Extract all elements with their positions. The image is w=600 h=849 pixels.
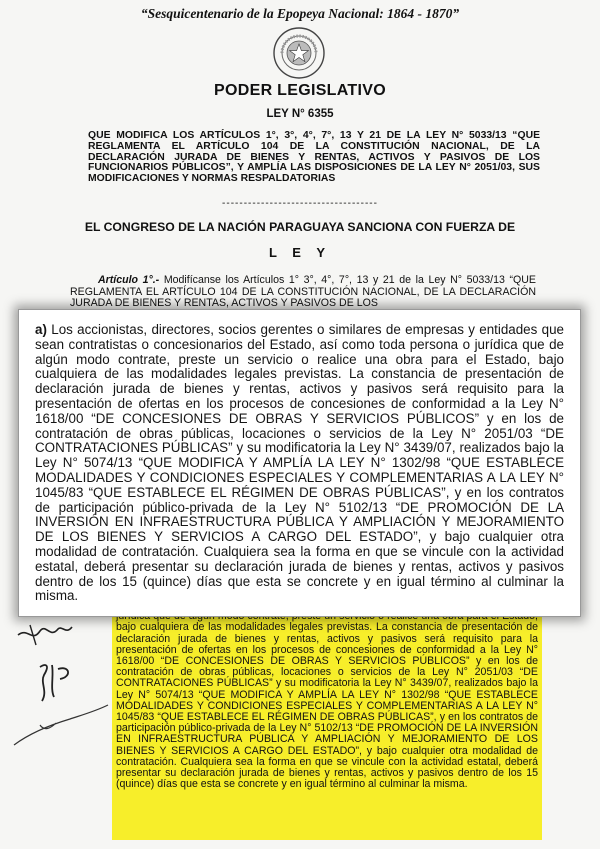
signatures-icon [10, 605, 110, 755]
separator-line: ------------------------------------ [222, 198, 378, 209]
law-subject: QUE MODIFICA LOS ARTÍCULOS 1°, 3°, 4°, 7°, 13 Y 21 DE LA LEY N° 5033/13 “QUE REGLAMENTA EL ARTÍCULO 104 DE LA CONSTITUCIÓN NACIONAL, DE LA DECLARACIÓN JURADA DE BIENES Y RENTAS, ACTIVOS Y PASIVOS DE LOS FUNCIONARIOS PÚBLICOS”, Y AMPLÍA LAS DISPOSICIONES DE LA LEY N° 2051/03, SUS MODIFICACIONES Y NORMAS RESPALDATORIAS [88, 130, 540, 185]
law-number: LEY N° 6355 [266, 108, 334, 120]
article-text: Modifícanse los Artículos 1° 3°, 4°, 7°, 13 y 21 de la Ley N° 5033/13 “QUE REGLAMENTA EL ARTÍCULO 104 DE LA CONSTITUCIÓN NACIONAL, DE LA DECLARACIÓN JURADA DE BIENES Y RENTAS, ACTIVOS Y PASIVOS DE LOS [70, 274, 536, 309]
congress-sanction-line: EL CONGRESO DE LA NACIÓN PARAGUAYA SANCIONA CON FUERZA DE [84, 220, 516, 234]
organization-title: PODER LEGISLATIVO [214, 82, 386, 99]
national-seal-icon [272, 26, 326, 80]
ley-heading: L E Y [268, 245, 332, 260]
zoomed-text: Los accionistas, directores, socios gerentes o similares de empresas y entidades que sean contratistas o concesionarios del Estado, así como toda persona o jurídica que de algún modo contrate, preste un servicio o realice una obra para el Estado, bajo cualquiera de las modalidades legales previstas. La constancia de presentación de declaración jurada de bienes y rentas, activos y pasivos será requisito para la presentación de ofertas en los procesos de concesiones de conformidad a la Ley N° 1618/00 “DE CONCESIONES DE OBRAS Y SERVICIOS PÚBLICOS” y en los de contratación de obras públicas, locaciones o servicios de la Ley N° 2051/03 “DE CONTRATACIONES PÚBLICAS” y su modificatoria la Ley N° 3439/07, realizados bajo la Ley N° 5074/13 “QUE MODIFICA Y AMPLÍA LA LEY N° 1302/98 “QUE ESTABLECE MODALIDADES Y CONDICIONES ESPECIALES Y COMPLEMENTARIAS A LA LEY N° 1045/83 “QUE ESTABLECE EL RÉGIMEN DE OBRAS PÚBLICAS”, y en los contratos de participación público-privada de la Ley N° 5102/13 “DE PROMOCIÓN DE LA INVERSIÓN EN INFRAESTRUCTURA PÚBLICA Y AMPLIACIÓN Y MEJORAMIENTO DE LOS BIENES Y SERVICIOS A CARGO DEL ESTADO”, y bajo cualquier otra modalidad de contratación. Cualquiera sea la forma en que se vincule con la actividad estatal, deberá presentar su declaración jurada de bienes y rentas, activos y pasivos dentro de los 15 (quince) días que esta se concrete y en igual término al culminar la misma. [35, 322, 564, 604]
highlighted-paragraph: bajo cualquiera de las modalidades legales previstas. La constancia de presentación de declaración jurada de bienes y rentas, activos y pasivos será requisito para la presentación de ofertas en los procesos de concesiones de conformidad a la Ley N° 1618/00 “DE CONCESIONES DE OBRAS Y SERVICIOS PÚBLICOS” y en los de contratación de obras públicas, locaciones o servicios de la Ley N° 2051/03 “DE CONTRATACIONES PÚBLICAS” y su modificatoria la Ley N° 3439/07, realizados bajo la Ley N° 5074/13 “QUE MODIFICA Y AMPLÍA LA LEY N° 1302/98 “QUE ESTABLECE MODALIDADES Y CONDICIONES ESPECIALES Y COMPLEMENTARIAS A LA LEY N° 1045/83 “QUE ESTABLECE EL RÉGIMEN DE OBRAS PÚBLICAS”, y en los contratos de participación público-privada de la Ley N° 5102/13 “DE PROMOCIÓN DE LA INVERSIÓN EN INFRAESTRUCTURA PÚBLICA Y AMPLIACIÓN Y MEJORAMIENTO DE LOS BIENES Y SERVICIOS A CARGO DEL ESTADO”, y bajo cualquier otra modalidad de contratación. Cualquiera sea la forma en que se vincule con la actividad estatal, deberá presentar su declaración jurada de bienes y rentas, activos y pasivos dentro de los 15 (quince) días que esta se concrete y en igual término al culminar la misma. [116, 621, 538, 791]
paragraph-label: a) [35, 322, 47, 337]
zoomed-paragraph [35, 323, 564, 604]
article-label: Artículo 1°.- [98, 274, 160, 286]
zoomed-excerpt-box [18, 309, 581, 617]
motto-line: “Sesquicentenario de la Epopeya Nacional: 1864 - 1870” [140, 6, 460, 21]
article-one [70, 275, 536, 310]
